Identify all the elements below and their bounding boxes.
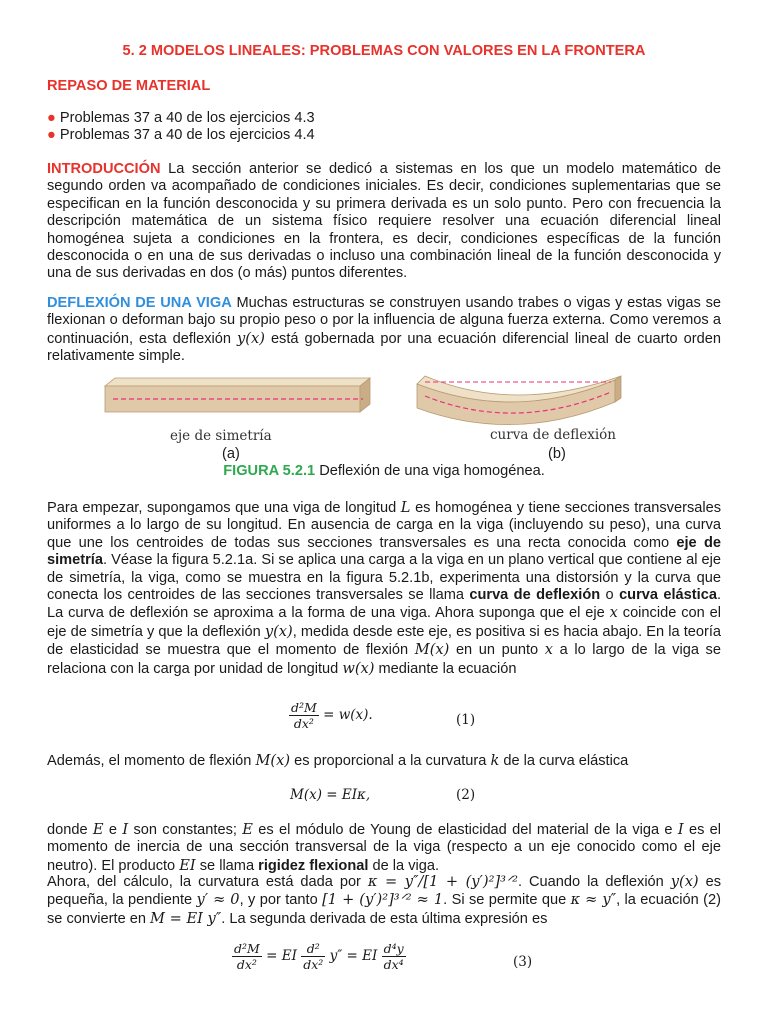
equation-3-tag: (3) [513,954,533,970]
eq1-rhs: = w(x). [323,706,373,723]
math-var: E [92,821,104,838]
eq3-numerator-1: d²M [234,941,260,956]
equation-3 [232,941,406,972]
bullet-icon: ● [47,110,56,126]
text: . La curva de deflexión se aproxima a la forma de una viga. Ahora suponga que el eje [47,587,721,622]
math-var: M(x) [414,641,450,659]
beam-figure [95,368,625,432]
eq1-numerator: d²M [291,700,317,715]
intro-text: La sección anterior se dedicó a sistemas en los que un modelo matemático de segundo orden va acompañado de condiciones iniciales. Es decir, condiciones suplementarias que se especifican en la función desconocida y su primera derivada es un solo punto. Pero con frecuencia la descripción matemática de un sistema físico requiere resolver una ecuación diferencial lineal homogénea sujeta a condiciones en la frontera, es decir, condiciones específicas de la función desconocida o en una de sus derivadas o incluso una combinación lineal de la función desconocida y una de sus derivadas en dos (o más) puntos diferentes. [47,161,721,282]
text: mediante la ecuación [378,660,517,677]
text: Ahora, del cálculo, la curvatura está dada por [47,874,361,890]
text: es pequeña, la pendiente [47,874,721,909]
text: , medida desde este eje, es positiva si es hacia abajo. En la teoría de elasticidad se muestra que el momento de flexión [47,623,722,659]
math-var: EI [179,856,196,874]
list-item [47,127,315,144]
text: o [605,587,614,604]
text: se llama [199,857,255,874]
text: . Cuando la deflexión [518,874,664,890]
text: es proporcional a la curvatura [294,753,487,769]
text: Para empezar, supongamos que una viga de longitud [47,500,397,516]
text: e [108,822,118,838]
math-var: y(x) [670,873,699,890]
deflexion-var: y(x) [237,329,265,347]
text: . Véase la figura 5.2.1a. Si se aplica una carga a la viga en un plano vertical que contiene al eje de simetría, la viga, como se muestra en la figura 5.2.1b, experimenta una distorsión y la curva que conecta los centroides de las secciones transversales se llama [47,552,721,604]
text: de la curva elástica [503,753,629,769]
eq3-denominator-3: dx⁴ [383,957,404,972]
math-var: w(x) [342,659,375,677]
eq3-denominator-1: dx² [236,957,257,972]
math-expr: y′ ≈ 0 [196,891,240,909]
equation-1-tag: (1) [456,712,476,728]
text: . Si se permite que [443,892,567,909]
eq3-numerator-3: d⁴y [383,941,404,956]
eq3-fraction-1 [232,941,262,972]
deflexion-label: DEFLEXIÓN DE UNA VIGA [47,295,232,311]
deflexion-text-b: está gobernada por una ecuación diferencial lineal de cuarto orden relativamente simple. [47,330,721,365]
review-item-2: Problemas 37 a 40 de los ejercicios 4.4 [59,127,315,144]
review-list [47,110,315,145]
math-expr: M = EI y″ [150,909,222,927]
equation-1 [289,700,373,731]
math-expr: κ ≈ y″ [570,891,617,909]
deflexion-paragraph [47,295,721,366]
symmetry-axis-label: eje de simetría [170,428,272,444]
eq3-denominator-2: dx² [303,957,324,972]
text: . La segunda derivada de esta última expresión es [221,910,548,927]
text: , y por tanto [239,892,318,909]
math-var: I [122,821,129,838]
deflection-curve-label: curva de deflexión [490,427,616,443]
text: Además, el momento de flexión [47,753,252,769]
eq3-term: y″ = EI [329,947,378,964]
math-expr: [1 + (y′)²]³ᐟ² ≈ 1 [322,891,444,909]
math-var: y(x) [264,622,293,640]
math-var: k [490,752,500,769]
subfigure-a-label: (a) [222,446,240,462]
text: , la ecuación (2) se convierte en [47,892,721,927]
review-item-1: Problemas 37 a 40 de los ejercicios 4.3 [59,110,315,126]
math-var: L [400,499,411,516]
math-var: x [544,641,553,659]
text: en un punto [455,642,539,659]
body-paragraph-4 [47,821,721,875]
eq3-term: = EI [266,947,297,964]
math-expr: κ = y″/[1 + (y′)²]³ᐟ² [367,873,518,890]
bullet-icon: ● [47,127,56,144]
eq3-fraction-3 [382,941,406,972]
eq1-denominator: dx² [293,716,314,731]
figure-caption-text: Deflexión de una viga homogénea. [319,463,545,479]
text: es el momento de inercia de una sección transversal de la viga (respecto a un eje conocido como el eje neutro). El producto [47,822,722,874]
intro-paragraph [47,161,721,283]
text: es el módulo de Young de elasticidad del material de la viga e [258,822,673,838]
equation-2: M(x) = EIκ, [290,787,371,803]
bold-term: rigidez flexional [258,857,369,874]
straight-beam-image [105,378,370,412]
deflexion-text-a: Muchas estructuras se construyen usando trabes o vigas y estas vigas se flexionan o deforman bajo su propio peso o por la influencia de alguna fuerza externa. Como veremos a continuación, esta deflexión [47,295,721,347]
text: es homogénea y tiene secciones transversales uniformes a lo largo de su longitud. En ausencia de carga en la viga (incluyendo su peso), una curva que une los centroides de todas sus secciones transversales es una recta conocida como [47,500,722,551]
text: donde [47,822,88,838]
text: de la viga. [372,857,440,874]
body-paragraph-5 [47,873,721,928]
text: son constantes; [133,822,237,838]
eq3-numerator-2: d² [301,941,325,957]
list-item [47,110,315,127]
eq3-fraction-2 [301,941,325,972]
bold-term: eje de simetría [47,534,721,569]
text: a lo largo de la viga se relaciona con la carga por unidad de longitud [47,642,721,677]
body-paragraph-2 [47,499,721,678]
text: coincide con el eje de simetría y que la deflexión [47,605,721,640]
intro-label: INTRODUCCIÓN [47,161,161,177]
equation-2-tag: (2) [456,787,476,803]
bold-term: curva elástica [619,587,717,604]
bold-term: curva de deflexión [469,587,601,604]
math-var: x [609,604,618,622]
page-title: 5. 2 MODELOS LINEALES: PROBLEMAS CON VALORES EN LA FRONTERA [122,43,646,59]
figure-caption [0,463,768,480]
math-var: M(x) [255,752,291,769]
math-var: I [677,821,684,838]
subfigure-b-label: (b) [548,446,566,462]
body-paragraph-3 [47,752,721,770]
curved-beam-image [417,376,621,425]
math-var: E [242,821,253,838]
review-heading: REPASO DE MATERIAL [47,78,211,94]
figure-number: FIGURA 5.2.1 [223,463,316,479]
eq1-fraction [289,700,319,731]
